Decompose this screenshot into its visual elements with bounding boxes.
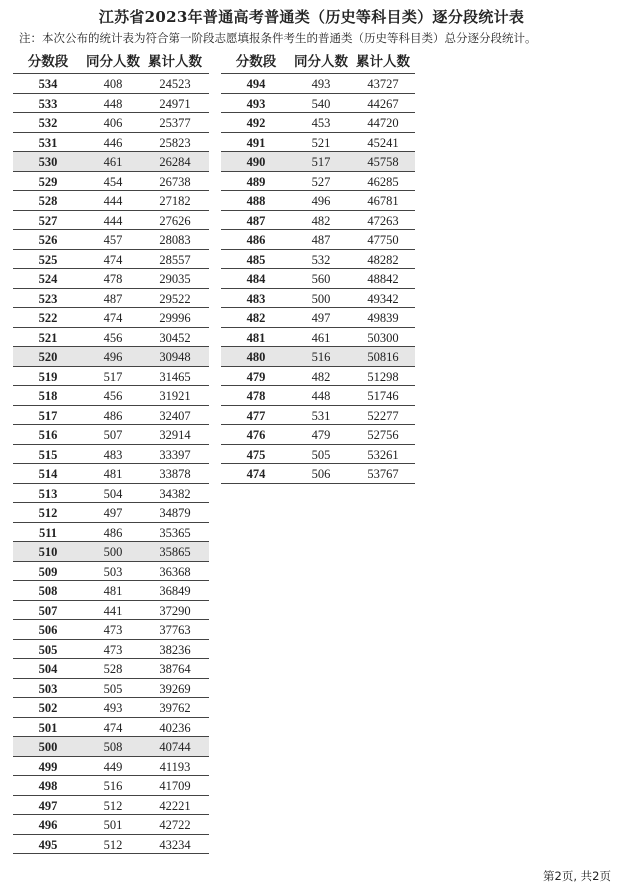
cumulative-cell: 53767: [367, 467, 399, 481]
header-cumulative: 累计人数: [356, 54, 410, 70]
score-cell: 499: [38, 759, 58, 774]
cumulative-cell: 52277: [367, 408, 399, 423]
same-count-cell: 473: [103, 642, 123, 657]
same-count-cell: 483: [103, 447, 123, 462]
score-cell: 485: [246, 252, 266, 267]
score-cell: 484: [246, 272, 266, 286]
cumulative-cell: 48842: [367, 272, 399, 286]
score-cell: 506: [38, 623, 58, 637]
cumulative-cell: 41709: [159, 779, 191, 793]
same-count-cell: 517: [311, 155, 331, 169]
score-cell: 486: [246, 233, 266, 247]
table-row: [13, 230, 209, 250]
table-row: [221, 191, 415, 211]
cumulative-cell: 46781: [367, 194, 399, 208]
score-cell: 493: [246, 96, 266, 111]
score-cell: 489: [246, 174, 266, 189]
cumulative-cell: 35365: [159, 525, 191, 540]
cumulative-cell: 34382: [159, 486, 191, 501]
table-header: [221, 51, 415, 74]
cumulative-cell: 31465: [159, 369, 191, 384]
cumulative-cell: 42221: [159, 798, 191, 813]
table-row: [13, 523, 209, 543]
score-cell: 521: [38, 330, 58, 345]
table-row: [13, 406, 209, 426]
same-count-cell: 474: [103, 311, 123, 325]
score-cell: 514: [38, 467, 58, 481]
cumulative-cell: 51746: [367, 389, 399, 403]
table-row: [13, 133, 209, 153]
cumulative-cell: 43234: [159, 837, 191, 852]
cumulative-cell: 45758: [367, 155, 399, 169]
cumulative-cell: 47263: [367, 213, 399, 228]
cumulative-cell: 39762: [159, 701, 191, 715]
cumulative-cell: 29035: [159, 272, 191, 286]
score-cell: 478: [246, 389, 266, 403]
table-row: [13, 152, 209, 172]
header-same-count: 同分人数: [294, 54, 348, 70]
cumulative-cell: 34879: [159, 506, 191, 520]
score-cell: 507: [38, 603, 58, 618]
header-cumulative: 累计人数: [148, 54, 202, 70]
cumulative-cell: 41193: [159, 759, 191, 774]
cumulative-cell: 44267: [367, 96, 399, 111]
same-count-cell: 456: [103, 389, 123, 403]
table-row: [13, 581, 209, 601]
score-cell: 528: [38, 194, 58, 208]
same-count-cell: 521: [311, 135, 331, 150]
same-count-cell: 508: [103, 740, 123, 754]
header-score: 分数段: [235, 54, 277, 70]
table-row: [221, 406, 415, 426]
score-cell: 527: [38, 213, 58, 228]
table-row: [221, 94, 415, 114]
score-cell: 494: [246, 77, 266, 91]
table-row: [221, 289, 415, 309]
table-row: [13, 737, 209, 757]
cumulative-cell: 31921: [159, 389, 191, 403]
table-row: [13, 542, 209, 562]
table-body: [13, 74, 209, 854]
same-count-cell: 493: [103, 701, 123, 715]
score-cell: 510: [38, 545, 58, 559]
same-count-cell: 406: [103, 116, 123, 130]
score-cell: 475: [246, 447, 266, 462]
score-cell: 474: [246, 467, 266, 481]
score-cell: 483: [246, 291, 266, 306]
same-count-cell: 500: [103, 545, 123, 559]
cumulative-cell: 45241: [367, 135, 399, 150]
cumulative-cell: 25377: [159, 116, 191, 130]
cumulative-cell: 28083: [159, 233, 191, 247]
score-cell: 502: [38, 701, 58, 715]
table-row: [221, 133, 415, 153]
same-count-cell: 441: [103, 603, 123, 618]
table-row: [221, 113, 415, 133]
score-cell: 512: [38, 506, 58, 520]
score-cell: 523: [38, 291, 58, 306]
score-cell: 482: [246, 311, 266, 325]
same-count-cell: 512: [103, 798, 123, 813]
cumulative-cell: 33397: [159, 447, 191, 462]
cumulative-cell: 30948: [159, 350, 191, 364]
same-count-cell: 540: [311, 96, 331, 111]
score-cell: 531: [38, 135, 58, 150]
same-count-cell: 531: [311, 408, 331, 423]
score-cell: 517: [38, 408, 58, 423]
cumulative-cell: 38764: [159, 662, 191, 676]
same-count-cell: 486: [103, 525, 123, 540]
cumulative-cell: 27182: [159, 194, 191, 208]
score-cell: 477: [246, 408, 266, 423]
cumulative-cell: 50300: [367, 330, 399, 345]
cumulative-cell: 46285: [367, 174, 399, 189]
score-cell: 519: [38, 369, 58, 384]
cumulative-cell: 38236: [159, 642, 191, 657]
table-row: [221, 328, 415, 348]
score-cell: 533: [38, 96, 58, 111]
score-cell: 487: [246, 213, 266, 228]
table-row: [13, 211, 209, 231]
score-cell: 509: [38, 564, 58, 579]
table-row: [221, 172, 415, 192]
table-row: [13, 620, 209, 640]
cumulative-cell: 47750: [367, 233, 399, 247]
same-count-cell: 457: [103, 233, 123, 247]
same-count-cell: 501: [103, 818, 123, 832]
cumulative-cell: 49839: [367, 311, 399, 325]
score-cell: 534: [38, 77, 58, 91]
score-cell: 504: [38, 662, 58, 676]
same-count-cell: 487: [103, 291, 123, 306]
same-count-cell: 532: [311, 252, 331, 267]
cumulative-cell: 28557: [159, 252, 191, 267]
cumulative-cell: 30452: [159, 330, 191, 345]
table-row: [13, 94, 209, 114]
same-count-cell: 506: [311, 467, 331, 481]
score-cell: 515: [38, 447, 58, 462]
table-row: [13, 757, 209, 777]
score-cell: 500: [38, 740, 58, 754]
cumulative-cell: 35865: [159, 545, 191, 559]
score-cell: 492: [246, 116, 266, 130]
table-row: [221, 211, 415, 231]
table-row: [13, 464, 209, 484]
cumulative-cell: 32407: [159, 408, 191, 423]
cumulative-cell: 40236: [159, 720, 191, 735]
same-count-cell: 446: [103, 135, 123, 150]
same-count-cell: 516: [311, 350, 331, 364]
score-cell: 511: [38, 525, 58, 540]
same-count-cell: 408: [103, 77, 123, 91]
page-title: 江苏省2023年普通高考普通类（历史等科目类）逐分段统计表: [98, 8, 525, 26]
table-row: [13, 445, 209, 465]
cumulative-cell: 29996: [159, 311, 191, 325]
cumulative-cell: 50816: [367, 350, 399, 364]
table-row: [221, 445, 415, 465]
table-row: [13, 815, 209, 835]
same-count-cell: 504: [103, 486, 123, 501]
table-row: [221, 464, 415, 484]
score-table-left: [13, 51, 209, 854]
table-header: [13, 51, 209, 74]
cumulative-cell: 32914: [159, 428, 191, 442]
score-cell: 522: [38, 311, 58, 325]
table-row: [13, 367, 209, 387]
cumulative-cell: 36849: [159, 584, 191, 598]
table-row: [13, 289, 209, 309]
same-count-cell: 481: [103, 467, 123, 481]
table-row: [221, 74, 415, 94]
cumulative-cell: 37290: [159, 603, 191, 618]
score-cell: 505: [38, 642, 58, 657]
cumulative-cell: 29522: [159, 291, 191, 306]
score-cell: 476: [246, 428, 266, 442]
table-row: [221, 269, 415, 289]
table-row: [13, 835, 209, 855]
table-row: [221, 308, 415, 328]
same-count-cell: 496: [311, 194, 331, 208]
same-count-cell: 528: [103, 662, 123, 676]
same-count-cell: 497: [103, 506, 123, 520]
same-count-cell: 482: [311, 369, 331, 384]
cumulative-cell: 43727: [367, 77, 399, 91]
cumulative-cell: 36368: [159, 564, 191, 579]
table-row: [221, 425, 415, 445]
score-cell: 518: [38, 389, 58, 403]
score-cell: 529: [38, 174, 58, 189]
table-row: [13, 776, 209, 796]
same-count-cell: 507: [103, 428, 123, 442]
same-count-cell: 560: [311, 272, 331, 286]
score-cell: 480: [246, 350, 266, 364]
same-count-cell: 496: [103, 350, 123, 364]
cumulative-cell: 27626: [159, 213, 191, 228]
table-row: [13, 679, 209, 699]
same-count-cell: 461: [103, 155, 123, 169]
score-cell: 532: [38, 116, 58, 130]
same-count-cell: 444: [103, 213, 123, 228]
cumulative-cell: 39269: [159, 681, 191, 696]
same-count-cell: 505: [103, 681, 123, 696]
score-cell: 516: [38, 428, 58, 442]
score-cell: 524: [38, 272, 58, 286]
same-count-cell: 517: [103, 369, 123, 384]
cumulative-cell: 24971: [159, 96, 191, 111]
same-count-cell: 474: [103, 252, 123, 267]
cumulative-cell: 42722: [159, 818, 191, 832]
table-row: [13, 698, 209, 718]
table-row: [13, 503, 209, 523]
same-count-cell: 493: [311, 77, 331, 91]
cumulative-cell: 44720: [367, 116, 399, 130]
table-row: [13, 172, 209, 192]
same-count-cell: 487: [311, 233, 331, 247]
table-row: [221, 250, 415, 270]
table-row: [13, 484, 209, 504]
table-row: [13, 74, 209, 94]
same-count-cell: 456: [103, 330, 123, 345]
score-cell: 488: [246, 194, 266, 208]
score-cell: 530: [38, 155, 58, 169]
same-count-cell: 505: [311, 447, 331, 462]
table-row: [13, 718, 209, 738]
table-row: [13, 113, 209, 133]
same-count-cell: 448: [103, 96, 123, 111]
score-table-right: [221, 51, 415, 484]
score-cell: 481: [246, 330, 266, 345]
same-count-cell: 512: [103, 837, 123, 852]
score-cell: 513: [38, 486, 58, 501]
same-count-cell: 486: [103, 408, 123, 423]
same-count-cell: 481: [103, 584, 123, 598]
header-same-count: 同分人数: [86, 54, 140, 70]
table-row: [13, 425, 209, 445]
same-count-cell: 478: [103, 272, 123, 286]
score-cell: 479: [246, 369, 266, 384]
same-count-cell: 503: [103, 564, 123, 579]
same-count-cell: 527: [311, 174, 331, 189]
table-row: [221, 230, 415, 250]
page-number: 第2页, 共2页: [543, 869, 611, 883]
cumulative-cell: 26738: [159, 174, 191, 189]
table-row: [221, 347, 415, 367]
same-count-cell: 449: [103, 759, 123, 774]
table-row: [13, 562, 209, 582]
table-row: [13, 659, 209, 679]
same-count-cell: 482: [311, 213, 331, 228]
table-row: [13, 191, 209, 211]
cumulative-cell: 24523: [159, 77, 191, 91]
cumulative-cell: 53261: [367, 447, 399, 462]
table-row: [13, 328, 209, 348]
same-count-cell: 500: [311, 291, 331, 306]
same-count-cell: 479: [311, 428, 331, 442]
cumulative-cell: 37763: [159, 623, 191, 637]
table-row: [13, 796, 209, 816]
score-cell: 491: [246, 135, 266, 150]
table-row: [13, 308, 209, 328]
cumulative-cell: 25823: [159, 135, 191, 150]
score-cell: 508: [38, 584, 58, 598]
score-cell: 497: [38, 798, 58, 813]
table-row: [13, 386, 209, 406]
table-body: [221, 74, 415, 484]
same-count-cell: 454: [103, 174, 123, 189]
same-count-cell: 473: [103, 623, 123, 637]
table-row: [13, 250, 209, 270]
score-cell: 501: [38, 720, 58, 735]
same-count-cell: 461: [311, 330, 331, 345]
same-count-cell: 444: [103, 194, 123, 208]
cumulative-cell: 49342: [367, 291, 399, 306]
score-cell: 520: [38, 350, 58, 364]
score-cell: 525: [38, 252, 58, 267]
cumulative-cell: 51298: [367, 369, 399, 384]
header-score: 分数段: [27, 54, 69, 70]
same-count-cell: 497: [311, 311, 331, 325]
score-cell: 526: [38, 233, 58, 247]
score-cell: 495: [38, 837, 58, 852]
table-row: [13, 347, 209, 367]
score-cell: 496: [38, 818, 58, 832]
cumulative-cell: 40744: [159, 740, 191, 754]
same-count-cell: 448: [311, 389, 331, 403]
cumulative-cell: 52756: [367, 428, 399, 442]
score-cell: 503: [38, 681, 58, 696]
same-count-cell: 516: [103, 779, 123, 793]
table-note: 注：本次公布的统计表为符合第一阶段志愿填报条件考生的普通类（历史等科目类）总分逐分段统计。: [19, 31, 537, 45]
table-row: [13, 269, 209, 289]
table-row: [221, 367, 415, 387]
score-cell: 490: [246, 155, 266, 169]
table-row: [221, 386, 415, 406]
same-count-cell: 474: [103, 720, 123, 735]
same-count-cell: 453: [311, 116, 331, 130]
score-cell: 498: [38, 779, 58, 793]
table-row: [221, 152, 415, 172]
table-row: [13, 640, 209, 660]
cumulative-cell: 48282: [367, 252, 399, 267]
table-row: [13, 601, 209, 621]
cumulative-cell: 26284: [159, 155, 191, 169]
cumulative-cell: 33878: [159, 467, 191, 481]
